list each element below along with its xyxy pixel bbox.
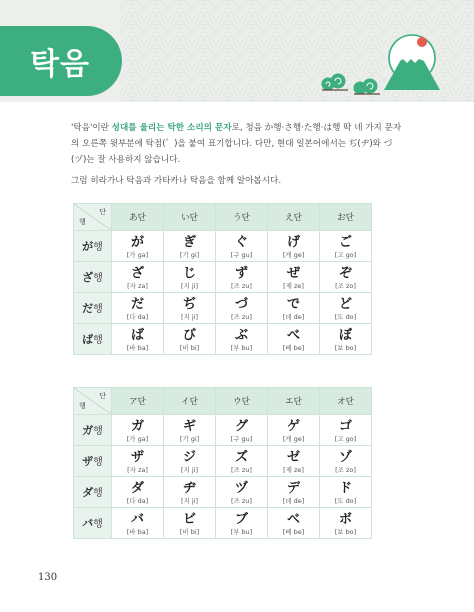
kana-cell bbox=[164, 508, 216, 539]
kana-reading: [다 da] bbox=[126, 312, 149, 321]
kana-char: ず bbox=[234, 265, 248, 281]
kana-reading: [구 gu] bbox=[230, 434, 253, 443]
row-header-suffix: 행 bbox=[93, 304, 103, 315]
table-row bbox=[74, 231, 372, 262]
kana-reading: [즈 zu] bbox=[231, 496, 252, 505]
intro-paragraph-2: 그럼 히라가나 탁음과 가타카나 탁음을 함께 알아봅시다. bbox=[71, 176, 282, 186]
kana-char: ぎ bbox=[182, 234, 196, 250]
kana-reading: [지 ji] bbox=[180, 465, 199, 474]
kana-char: ゾ bbox=[338, 449, 352, 465]
kana-reading: [도 do] bbox=[334, 496, 357, 505]
row-header-suffix: 행 bbox=[93, 519, 103, 530]
kana-cell bbox=[268, 508, 320, 539]
kana-cell bbox=[268, 446, 320, 477]
kana-cell bbox=[268, 415, 320, 446]
row-header-kana: バ bbox=[82, 517, 94, 530]
kana-char: ざ bbox=[130, 265, 144, 281]
kana-reading: [도 do] bbox=[334, 312, 357, 321]
row-header bbox=[74, 231, 112, 262]
kana-char: ぢ bbox=[182, 296, 196, 312]
kana-cell bbox=[268, 293, 320, 324]
column-header: オ단 bbox=[320, 388, 372, 415]
row-header-suffix: 행 bbox=[93, 426, 103, 437]
kana-char: ド bbox=[338, 480, 352, 496]
column-header: う단 bbox=[216, 204, 268, 231]
column-header: イ단 bbox=[164, 388, 216, 415]
kana-reading: [기 gi] bbox=[179, 434, 200, 443]
table-corner bbox=[74, 388, 112, 415]
kana-char: げ bbox=[286, 234, 300, 250]
kana-reading: [비 bi] bbox=[179, 343, 200, 352]
kana-reading: [부 bu] bbox=[230, 527, 253, 536]
kana-char: デ bbox=[286, 480, 300, 496]
kana-char: ぞ bbox=[338, 265, 352, 281]
kana-reading: [고 go] bbox=[334, 434, 357, 443]
kana-reading: [제 ze] bbox=[283, 281, 304, 290]
kana-reading: [보 bo] bbox=[334, 343, 357, 352]
kana-reading: [바 ba] bbox=[126, 527, 149, 536]
kana-cell bbox=[112, 477, 164, 508]
kana-char: ご bbox=[338, 234, 352, 250]
kana-reading: [게 ge] bbox=[282, 434, 305, 443]
kana-reading: [조 zo] bbox=[335, 281, 356, 290]
kana-char: び bbox=[182, 327, 196, 343]
page-number: 130 bbox=[38, 572, 58, 583]
kana-char: べ bbox=[286, 327, 300, 343]
corner-haeng-label: 행 bbox=[79, 402, 86, 410]
kana-char: ぐ bbox=[234, 234, 248, 250]
kana-cell bbox=[112, 293, 164, 324]
kana-char: ビ bbox=[182, 511, 196, 527]
column-header: ア단 bbox=[112, 388, 164, 415]
row-header-suffix: 행 bbox=[93, 242, 103, 253]
kana-cell bbox=[268, 262, 320, 293]
kana-cell bbox=[320, 324, 372, 355]
kana-reading: [즈 zu] bbox=[231, 281, 252, 290]
row-header-kana: ば bbox=[82, 333, 94, 346]
row-header-kana: ザ bbox=[82, 455, 94, 468]
kana-char: ヅ bbox=[234, 480, 248, 496]
kana-reading: [제 ze] bbox=[283, 465, 304, 474]
table-row bbox=[74, 415, 372, 446]
kana-reading: [자 za] bbox=[127, 281, 148, 290]
kana-cell bbox=[216, 262, 268, 293]
row-header bbox=[74, 293, 112, 324]
kana-reading: [보 bo] bbox=[334, 527, 357, 536]
corner-haeng-label: 행 bbox=[79, 218, 86, 226]
kana-cell bbox=[216, 324, 268, 355]
kana-char: ヂ bbox=[182, 480, 196, 496]
kana-reading: [조 zo] bbox=[335, 465, 356, 474]
title-tab bbox=[0, 26, 122, 96]
kana-reading: [게 ge] bbox=[282, 250, 305, 259]
kana-cell bbox=[268, 324, 320, 355]
kana-char: で bbox=[286, 296, 300, 312]
kana-char: ザ bbox=[130, 449, 144, 465]
row-header-suffix: 행 bbox=[93, 273, 103, 284]
row-header-kana: ざ bbox=[82, 271, 94, 284]
column-header: ウ단 bbox=[216, 388, 268, 415]
column-header: い단 bbox=[164, 204, 216, 231]
kana-reading: [가 ga] bbox=[126, 434, 149, 443]
kana-char: ガ bbox=[130, 418, 144, 434]
intro-text-a: '탁음'이란 bbox=[71, 123, 112, 133]
kana-char: ボ bbox=[338, 511, 352, 527]
kana-char: ジ bbox=[182, 449, 196, 465]
row-header-suffix: 행 bbox=[93, 457, 103, 468]
kana-cell bbox=[164, 477, 216, 508]
kana-char: ぶ bbox=[234, 327, 248, 343]
kana-reading: [기 gi] bbox=[179, 250, 200, 259]
table-header-row bbox=[74, 388, 372, 415]
kana-cell bbox=[164, 324, 216, 355]
kana-char: バ bbox=[130, 511, 144, 527]
kana-char: ズ bbox=[234, 449, 248, 465]
kana-char: ど bbox=[338, 296, 352, 312]
kana-reading: [자 za] bbox=[127, 465, 148, 474]
kana-char: だ bbox=[130, 296, 144, 312]
corner-dan-label: 단 bbox=[99, 208, 106, 216]
kana-reading: [가 ga] bbox=[126, 250, 149, 259]
kana-cell bbox=[320, 231, 372, 262]
kana-cell bbox=[216, 508, 268, 539]
kana-char: が bbox=[130, 234, 144, 250]
kana-cell bbox=[320, 415, 372, 446]
kana-char: ゲ bbox=[286, 418, 300, 434]
table-row bbox=[74, 477, 372, 508]
mount-fuji-icon bbox=[376, 30, 444, 90]
kana-cell bbox=[268, 477, 320, 508]
katakana-dakuon-table bbox=[73, 387, 372, 539]
kana-cell bbox=[320, 477, 372, 508]
table-corner bbox=[74, 204, 112, 231]
table-header-row bbox=[74, 204, 372, 231]
kana-char: づ bbox=[234, 296, 248, 312]
kana-reading: [데 de] bbox=[282, 496, 305, 505]
kana-cell bbox=[112, 446, 164, 477]
intro-text-b: 로, 청음 か행·さ행·た행·は행 딱 네 가지 문자의 오른쪽 윗부분에 탁점(゛)을 붙여 표기합니다. 다만, 현대 일본어에서는 ぢ(ヂ)와 づ(ヅ)는 잘 사용하지 않습니다. bbox=[71, 123, 402, 165]
row-header-suffix: 행 bbox=[93, 335, 103, 346]
kana-reading: [베 be] bbox=[282, 343, 305, 352]
kana-char: ベ bbox=[286, 511, 300, 527]
kana-cell bbox=[112, 231, 164, 262]
row-header-kana: が bbox=[82, 240, 94, 253]
page-title: 탁음 bbox=[30, 47, 90, 82]
kana-reading: [지 ji] bbox=[180, 312, 199, 321]
row-header bbox=[74, 262, 112, 293]
column-header: え단 bbox=[268, 204, 320, 231]
table-row bbox=[74, 324, 372, 355]
corner-dan-label: 단 bbox=[99, 392, 106, 400]
table-row bbox=[74, 508, 372, 539]
kana-reading: [부 bu] bbox=[230, 343, 253, 352]
kana-reading: [지 ji] bbox=[180, 496, 199, 505]
intro-paragraph-1 bbox=[71, 120, 403, 168]
kana-cell bbox=[216, 293, 268, 324]
kana-cell bbox=[216, 446, 268, 477]
intro-highlight: 성대를 울리는 탁한 소리의 문자 bbox=[111, 123, 232, 133]
kana-reading: [비 bi] bbox=[179, 527, 200, 536]
kana-cell bbox=[320, 262, 372, 293]
kana-reading: [베 be] bbox=[282, 527, 305, 536]
kana-char: じ bbox=[182, 265, 196, 281]
kana-cell bbox=[112, 262, 164, 293]
row-header bbox=[74, 415, 112, 446]
column-header: お단 bbox=[320, 204, 372, 231]
kana-reading: [구 gu] bbox=[230, 250, 253, 259]
kana-cell bbox=[164, 262, 216, 293]
kana-reading: [다 da] bbox=[126, 496, 149, 505]
kana-reading: [고 go] bbox=[334, 250, 357, 259]
kana-char: ゼ bbox=[286, 449, 300, 465]
kana-cell bbox=[320, 508, 372, 539]
row-header bbox=[74, 446, 112, 477]
kana-char: ギ bbox=[182, 418, 196, 434]
kana-cell bbox=[164, 446, 216, 477]
kana-cell bbox=[112, 508, 164, 539]
row-header bbox=[74, 477, 112, 508]
table-row bbox=[74, 293, 372, 324]
row-header bbox=[74, 324, 112, 355]
kana-cell bbox=[320, 293, 372, 324]
kana-cell bbox=[164, 293, 216, 324]
row-header-kana: ガ bbox=[82, 424, 94, 437]
table-row bbox=[74, 262, 372, 293]
cloud-swirl-icon bbox=[318, 72, 382, 98]
kana-cell bbox=[268, 231, 320, 262]
kana-char: ぜ bbox=[286, 265, 300, 281]
kana-reading: [즈 zu] bbox=[231, 465, 252, 474]
row-header-kana: だ bbox=[82, 302, 94, 315]
kana-char: ぼ bbox=[338, 327, 352, 343]
row-header bbox=[74, 508, 112, 539]
kana-cell bbox=[164, 415, 216, 446]
column-header: あ단 bbox=[112, 204, 164, 231]
kana-cell bbox=[216, 231, 268, 262]
kana-char: ゴ bbox=[338, 418, 352, 434]
kana-reading: [데 de] bbox=[282, 312, 305, 321]
kana-cell bbox=[216, 415, 268, 446]
table-row bbox=[74, 446, 372, 477]
kana-char: ブ bbox=[234, 511, 248, 527]
kana-cell bbox=[320, 446, 372, 477]
column-header: エ단 bbox=[268, 388, 320, 415]
row-header-suffix: 행 bbox=[93, 488, 103, 499]
kana-char: ば bbox=[130, 327, 144, 343]
kana-cell bbox=[112, 415, 164, 446]
kana-reading: [지 ji] bbox=[180, 281, 199, 290]
kana-reading: [즈 zu] bbox=[231, 312, 252, 321]
kana-reading: [바 ba] bbox=[126, 343, 149, 352]
intro-text bbox=[71, 120, 403, 189]
kana-char: グ bbox=[234, 418, 248, 434]
row-header-kana: ダ bbox=[82, 486, 94, 499]
hiragana-dakuon-table bbox=[73, 203, 372, 355]
kana-cell bbox=[164, 231, 216, 262]
kana-char: ダ bbox=[130, 480, 144, 496]
kana-cell bbox=[112, 324, 164, 355]
kana-cell bbox=[216, 477, 268, 508]
